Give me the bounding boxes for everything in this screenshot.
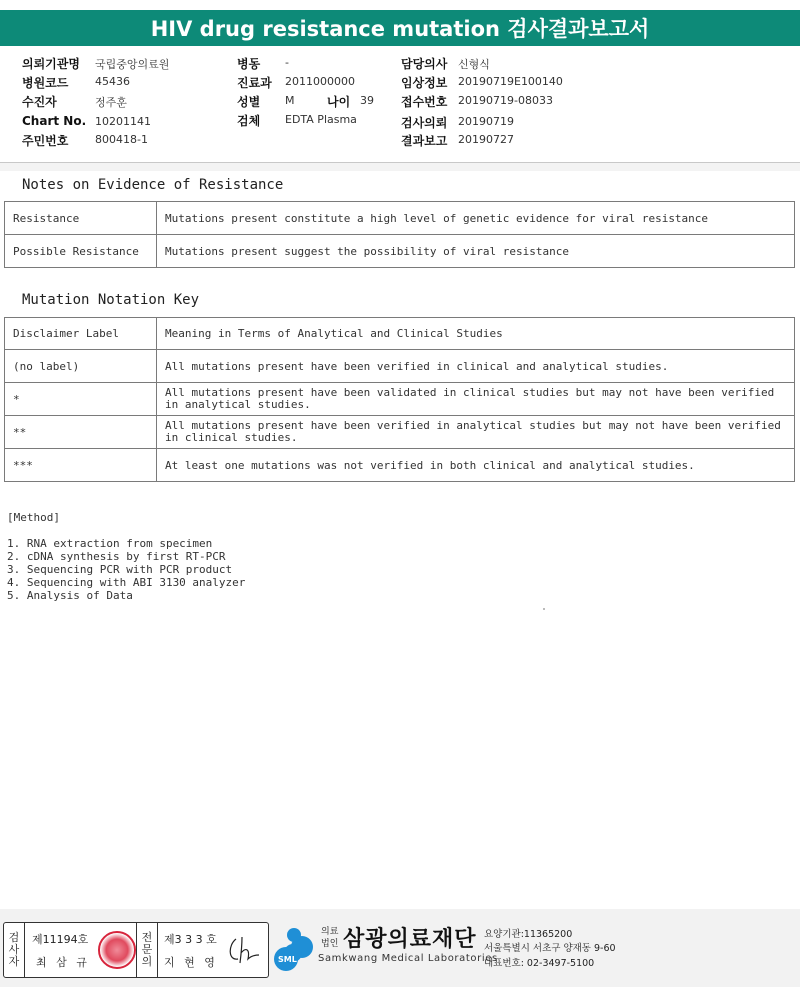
info-divider	[0, 162, 800, 171]
info-value: -	[285, 56, 289, 69]
method-section	[7, 511, 245, 602]
address: 서울특별시 서초구 양재동 9-60	[484, 943, 616, 954]
info-label: 검체	[237, 114, 261, 128]
info-value: 20190719	[458, 115, 514, 128]
info-value: 20190719-08033	[458, 94, 553, 107]
key-table	[4, 317, 795, 482]
top-band	[0, 0, 800, 10]
key-text	[157, 350, 795, 383]
info-label: 임상정보	[401, 76, 448, 90]
examiner-number: 제11194호	[32, 933, 89, 946]
table-row	[5, 202, 795, 235]
notes-text: Mutations present suggest the possibility of viral resistance	[157, 235, 795, 268]
method-step: 2. cDNA synthesis by first RT-PCR	[7, 550, 226, 563]
report-title: HIV drug resistance mutation 검사결과보고서	[0, 10, 800, 46]
method-step: 5. Analysis of Data	[7, 589, 133, 602]
key-heading: Mutation Notation Key	[22, 292, 200, 308]
key-header-text: Meaning in Terms of Analytical and Clinical Studies	[157, 318, 795, 350]
method-step: 4. Sequencing with ABI 3130 analyzer	[7, 576, 246, 589]
table-row	[5, 235, 795, 268]
info-label: 성별	[237, 95, 261, 109]
info-value: 800418-1	[95, 133, 148, 146]
info-value: 2011000000	[285, 75, 355, 88]
corp-label: 법인	[321, 939, 339, 949]
info-value: 10201141	[95, 115, 151, 128]
key-text-line: All mutations present have been verified in analytical studies but may not have been verified	[165, 419, 781, 432]
info-value: 20190727	[458, 133, 514, 146]
signature-box	[3, 922, 269, 978]
method-step: 3. Sequencing PCR with PCR product	[7, 563, 233, 576]
key-text	[157, 449, 795, 482]
corp-label: 의료	[321, 927, 339, 937]
specialist-name: 지 현 영	[164, 956, 218, 969]
key-text-line: All mutations present have been verified in clinical and analytical studies.	[165, 359, 669, 373]
sml-logo-mark-icon	[270, 925, 316, 971]
table-row	[5, 416, 795, 449]
examiner-vertical-label	[4, 923, 25, 977]
info-value: 45436	[95, 75, 130, 88]
key-label: **	[5, 416, 157, 449]
info-label: 접수번호	[401, 95, 448, 109]
info-value: 국립중앙의료원	[95, 58, 170, 71]
phone: 대표번호: 02-3497-5100	[484, 958, 595, 969]
info-label: 나이	[327, 95, 351, 109]
table-row	[5, 449, 795, 482]
info-label: 수진자	[22, 95, 57, 109]
method-step: 1. RNA extraction from specimen	[7, 537, 213, 550]
notes-heading: Notes on Evidence of Resistance	[22, 177, 284, 193]
info-value: 정주훈	[95, 96, 127, 109]
handwritten-signature	[226, 933, 262, 967]
patient-info	[0, 52, 800, 162]
vertical-char: 의	[141, 955, 153, 968]
info-label: 병동	[237, 57, 261, 71]
vertical-char: 검	[8, 931, 20, 944]
specialist-vertical-label	[136, 923, 158, 977]
key-text	[157, 383, 795, 416]
foundation-name: 삼광의료재단	[343, 927, 477, 952]
key-label: *	[5, 383, 157, 416]
info-label: 주민번호	[22, 134, 69, 148]
key-label: (no label)	[5, 350, 157, 383]
info-label: 결과보고	[401, 134, 448, 148]
info-value: M	[285, 94, 295, 107]
notes-label: Resistance	[5, 202, 157, 235]
seal-stamp	[98, 931, 136, 969]
vertical-char: 문	[141, 943, 153, 956]
sml-logo	[270, 921, 790, 977]
info-label: 진료과	[237, 76, 272, 90]
vertical-char: 자	[8, 955, 20, 968]
info-label: 담당의사	[401, 57, 448, 71]
method-heading: [Method]	[7, 511, 60, 524]
examiner-name: 최 삼 규	[36, 956, 90, 969]
vertical-char: 사	[8, 943, 20, 956]
vertical-char: 전	[141, 931, 153, 944]
key-text	[157, 416, 795, 449]
key-text-line: in clinical studies.	[165, 431, 298, 444]
key-text-line: At least one mutations was not verified in both clinical and analytical studies.	[165, 458, 695, 472]
speck	[543, 608, 545, 610]
key-header-label: Disclaimer Label	[5, 318, 157, 350]
specialist-number: 제3 3 3 호	[164, 933, 217, 946]
info-value: 39	[360, 94, 374, 107]
foundation-english-name: Samkwang Medical Laboratories	[318, 953, 498, 964]
table-row	[5, 350, 795, 383]
info-value: EDTA Plasma	[285, 113, 357, 126]
info-label: 의뢰기관명	[22, 57, 80, 71]
notes-label: Possible Resistance	[5, 235, 157, 268]
institution-code: 요양기관:11365200	[484, 929, 573, 940]
key-label: ***	[5, 449, 157, 482]
info-label: 병원코드	[22, 76, 69, 90]
key-text-line: All mutations present have been validated in clinical studies but may not have been verified	[165, 386, 775, 399]
notes-text: Mutations present constitute a high level of genetic evidence for viral resistance	[157, 202, 795, 235]
table-row	[5, 318, 795, 350]
sml-logo-text: SML	[278, 955, 297, 964]
info-label: Chart No.	[22, 114, 87, 128]
info-label: 검사의뢰	[401, 116, 448, 130]
notes-table	[4, 201, 795, 268]
key-text-line: in analytical studies.	[165, 398, 311, 411]
table-row	[5, 383, 795, 416]
info-value: 신형식	[458, 58, 490, 71]
info-value: 20190719E100140	[458, 75, 563, 88]
